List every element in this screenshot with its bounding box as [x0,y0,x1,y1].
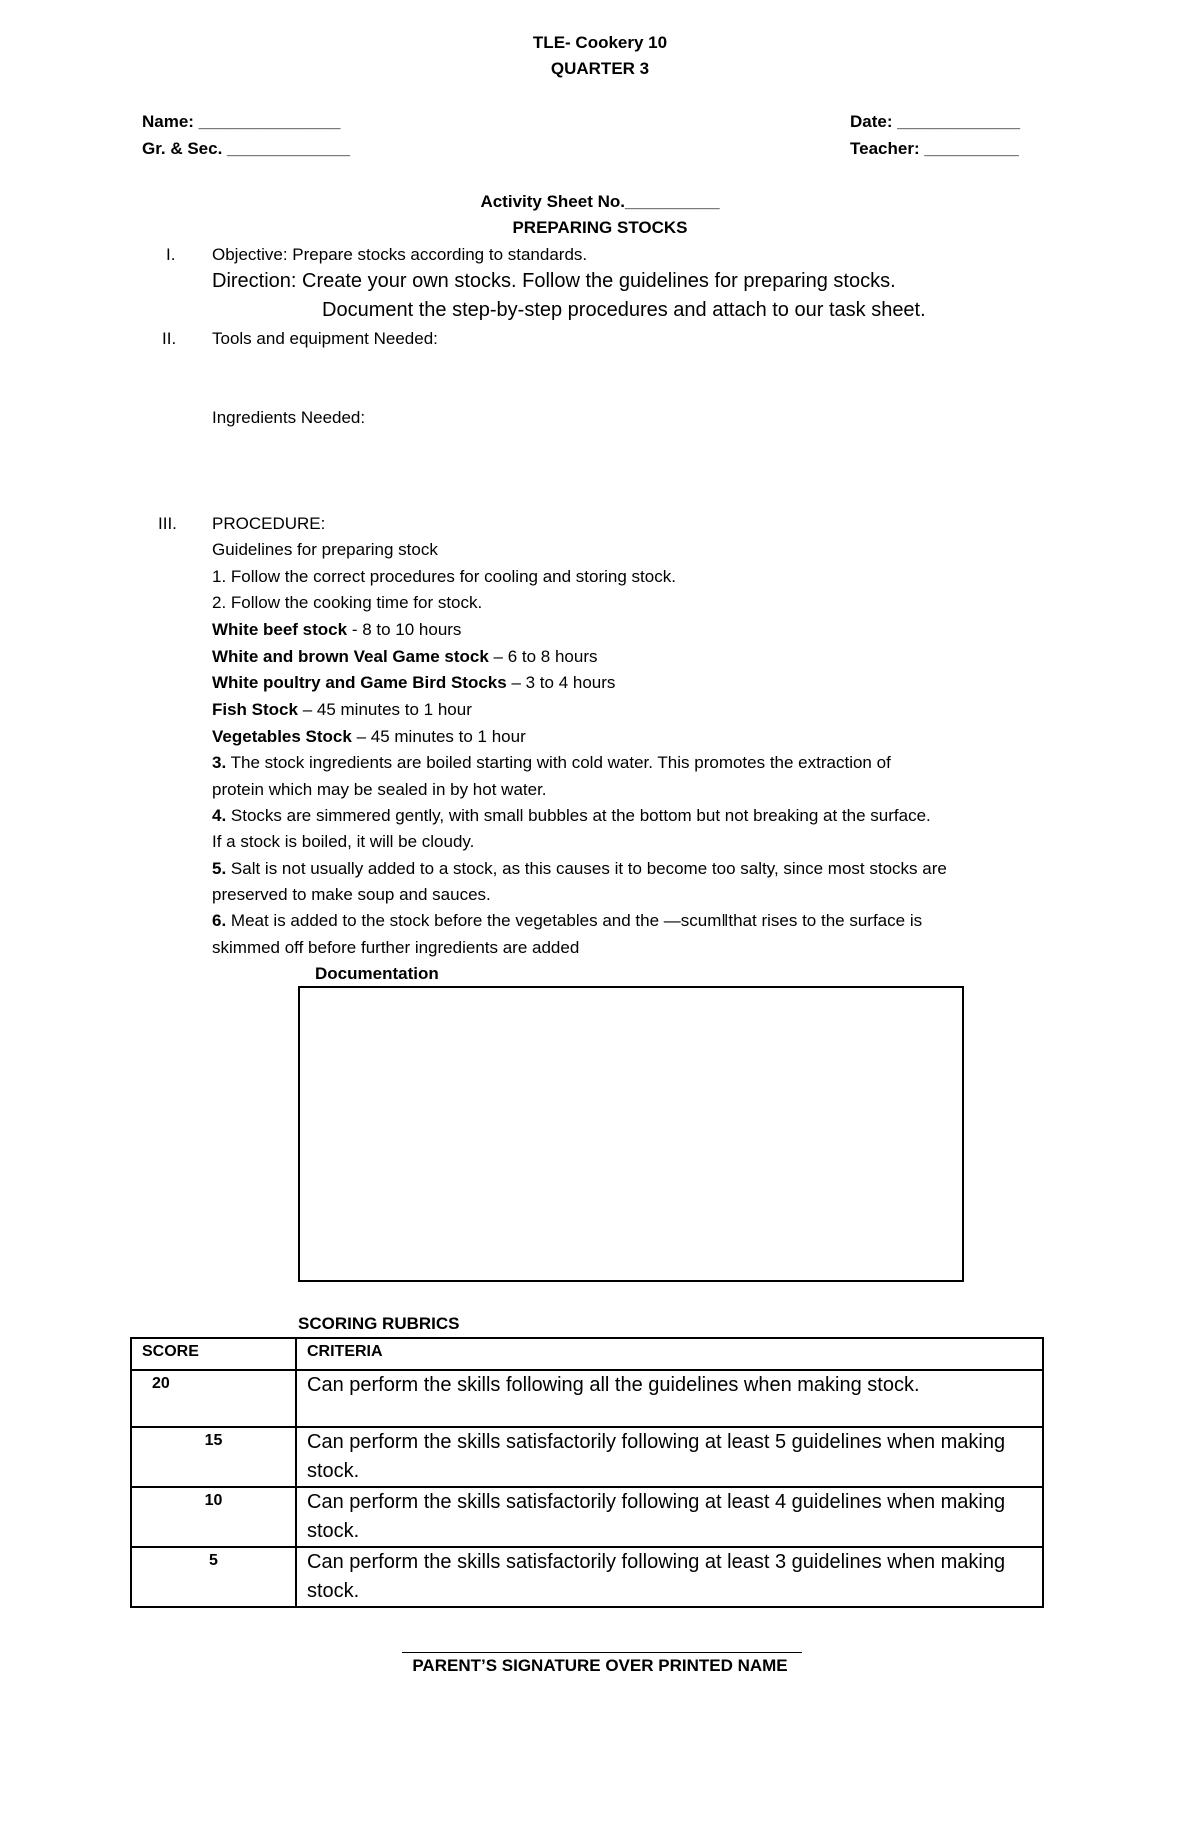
objective-text: Objective: Prepare stocks according to standards. [212,245,588,264]
table-row [131,1370,1043,1427]
criteria-cell: Can perform the skills satisfactorily following at least 3 guidelines when making stock. [296,1547,1043,1607]
score-cell: 10 [131,1487,296,1547]
activity-title: PREPARING STOCKS [512,218,688,237]
table-row [131,1427,1043,1487]
score-cell: 20 [131,1370,296,1427]
name-field: Name: _______________ [142,112,341,131]
cooking-time-item: White poultry and Game Bird Stocks – 3 to 4 hours [212,673,616,692]
section-number: II. [162,329,177,348]
documentation-label: Documentation [315,964,439,983]
procedure-label: PROCEDURE: [212,514,326,533]
guideline-5: 5. Salt is not usually added to a stock, as this causes it to become too salty, since most stocks are [212,859,947,878]
score-cell: 5 [131,1547,296,1607]
guideline-3: 3. The stock ingredients are boiled starting with cold water. This promotes the extraction of [212,753,891,772]
teacher-field: Teacher: __________ [850,139,1019,158]
date-field: Date: _____________ [850,112,1021,131]
score-column-header: SCORE [131,1338,296,1370]
activity-sheet-number: Activity Sheet No.__________ [480,192,720,211]
signature-line [402,1652,802,1653]
document-title: TLE- Cookery 10 [532,33,668,52]
rubrics-table [130,1337,1044,1608]
criteria-cell: Can perform the skills following all the guidelines when making stock. [296,1370,1043,1427]
cooking-time-item: White and brown Veal Game stock – 6 to 8 hours [212,647,598,666]
guideline-6: 6. Meat is added to the stock before the vegetables and the —scum‖that rises to the surface is [212,911,923,930]
direction-text: Direction: Create your own stocks. Follow the guidelines for preparing stocks. [212,270,896,292]
guideline-2: 2. Follow the cooking time for stock. [212,593,483,612]
guideline-1: 1. Follow the correct procedures for cooling and storing stock. [212,567,676,586]
guidelines-title: Guidelines for preparing stock [212,540,438,559]
section-number: I. [166,245,176,264]
cooking-time-item: Vegetables Stock – 45 minutes to 1 hour [212,727,526,746]
guideline-4: 4. Stocks are simmered gently, with small bubbles at the bottom but not breaking at the surface. [212,806,931,825]
guideline-3-continued: protein which may be sealed in by hot water. [212,780,547,799]
table-header-row [131,1338,1043,1370]
tools-label: Tools and equipment Needed: [212,329,438,348]
guideline-6-continued: skimmed off before further ingredients are added [212,938,580,957]
criteria-cell: Can perform the skills satisfactorily following at least 4 guidelines when making stock. [296,1487,1043,1547]
rubrics-title: SCORING RUBRICS [298,1314,460,1333]
criteria-column-header: CRITERIA [296,1338,1043,1370]
quarter-label: QUARTER 3 [550,59,650,78]
table-row [131,1547,1043,1607]
cooking-time-item: White beef stock - 8 to 10 hours [212,620,462,639]
table-row [131,1487,1043,1547]
guideline-4-continued: If a stock is boiled, it will be cloudy. [212,832,475,851]
direction-text-continued: Document the step-by-step procedures and attach to our task sheet. [322,299,926,321]
criteria-cell: Can perform the skills satisfactorily following at least 5 guidelines when making stock. [296,1427,1043,1487]
cooking-time-item: Fish Stock – 45 minutes to 1 hour [212,700,472,719]
section-number: III. [158,514,177,533]
grade-section-field: Gr. & Sec. _____________ [142,139,350,158]
score-cell: 15 [131,1427,296,1487]
ingredients-label: Ingredients Needed: [212,408,366,427]
signature-label: PARENT’S SIGNATURE OVER PRINTED NAME [412,1656,788,1675]
documentation-box [298,986,964,1282]
guideline-5-continued: preserved to make soup and sauces. [212,885,491,904]
